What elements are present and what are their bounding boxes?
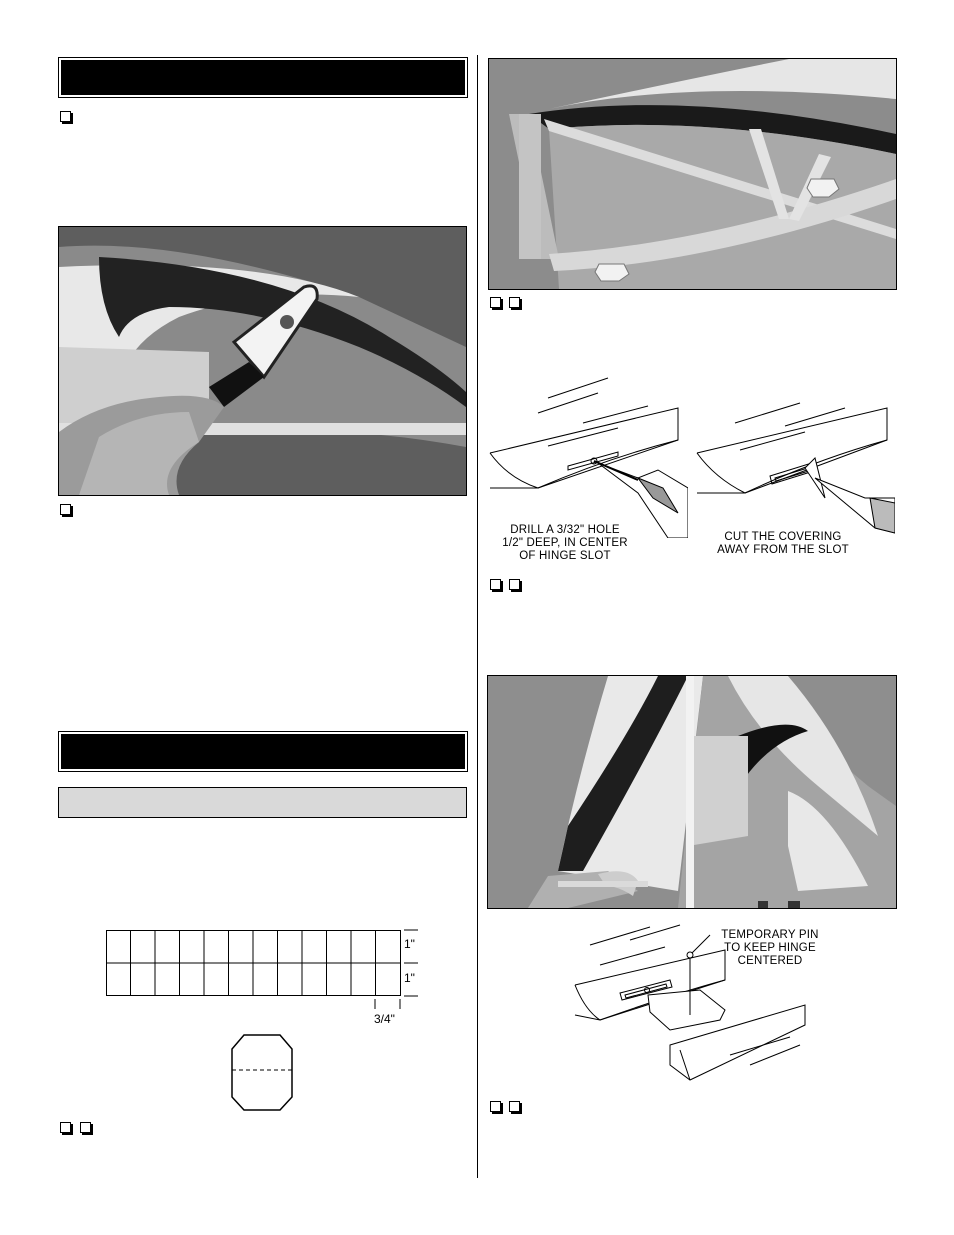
diagram-drill-hole bbox=[488, 368, 688, 538]
step-checkbox[interactable] bbox=[60, 504, 71, 515]
section-header-bar-2 bbox=[61, 734, 465, 769]
diagram-cut-covering bbox=[695, 398, 895, 538]
step-checkbox[interactable] bbox=[60, 111, 71, 122]
step-checkbox[interactable] bbox=[509, 297, 520, 308]
photo-covering-iron bbox=[58, 226, 467, 496]
hinge-shape-outline bbox=[230, 1034, 294, 1112]
cut-caption: CUT THE COVERING AWAY FROM THE SLOT bbox=[717, 531, 849, 556]
section-header-bar-1 bbox=[61, 60, 465, 95]
step-checkbox[interactable] bbox=[509, 579, 520, 590]
column-divider bbox=[477, 55, 478, 1178]
photo-elevator-hinging bbox=[487, 675, 897, 909]
drill-caption: DRILL A 3/32" HOLE 1/2" DEEP, IN CENTER OF HINGE SLOT bbox=[502, 524, 628, 562]
subsection-header-bar bbox=[58, 787, 467, 818]
photo-hinges-on-stab bbox=[488, 58, 897, 290]
pin-caption: TEMPORARY PIN TO KEEP HINGE CENTERED bbox=[721, 929, 819, 967]
hinge-template-grid bbox=[106, 930, 402, 996]
step-checkbox[interactable] bbox=[490, 1101, 501, 1112]
step-checkbox[interactable] bbox=[490, 579, 501, 590]
step-checkbox[interactable] bbox=[60, 1122, 71, 1133]
step-checkbox[interactable] bbox=[509, 1101, 520, 1112]
dimension-label-row2: 1" bbox=[404, 971, 415, 985]
step-checkbox[interactable] bbox=[80, 1122, 91, 1133]
dimension-label-col: 3/4" bbox=[374, 1012, 395, 1026]
step-checkbox[interactable] bbox=[490, 297, 501, 308]
dimension-label-row1: 1" bbox=[404, 937, 415, 951]
